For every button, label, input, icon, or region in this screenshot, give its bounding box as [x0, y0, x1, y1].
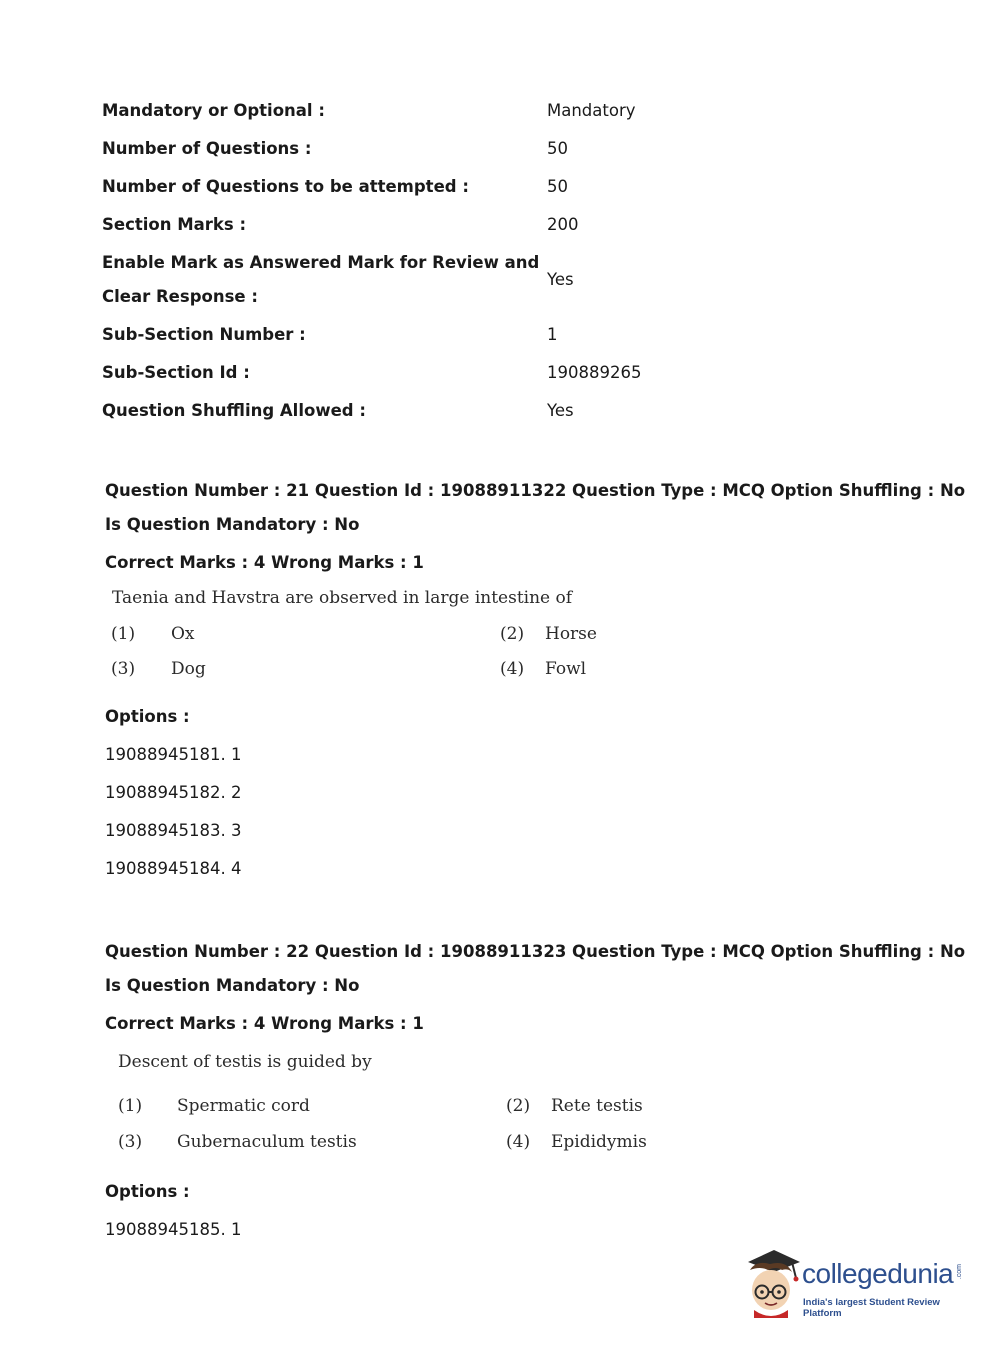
field-value: Mandatory — [547, 101, 636, 120]
question-marks: Correct Marks : 4 Wrong Marks : 1 — [105, 553, 424, 572]
logo-suffix: .com — [956, 1264, 963, 1280]
field-value: Yes — [547, 270, 574, 289]
choice-number: (3) — [118, 1132, 143, 1152]
option-item: 19088945181. 1 — [105, 745, 242, 764]
collegedunia-logo — [740, 1248, 975, 1318]
choice-number: (2) — [506, 1096, 531, 1116]
choice-text: Ox — [171, 624, 195, 644]
choice-text: Dog — [171, 659, 206, 679]
mascot-icon — [740, 1248, 802, 1318]
question-mandatory: Is Question Mandatory : No — [105, 515, 360, 534]
logo-tagline: India's largest Student Review Platform — [803, 1297, 940, 1319]
question-header: Question Number : 21 Question Id : 19088911322 Question Type : MCQ Option Shuffling : No — [105, 481, 966, 500]
field-label: Number of Questions to be attempted : — [102, 177, 469, 196]
field-label: Enable Mark as Answered Mark for Review and — [102, 253, 540, 272]
field-label: Sub-Section Id : — [102, 363, 250, 382]
choice-text: Spermatic cord — [177, 1096, 310, 1116]
question-mandatory: Is Question Mandatory : No — [105, 976, 360, 995]
choice-text: Horse — [545, 624, 597, 644]
choice-number: (1) — [118, 1096, 143, 1116]
field-value: 1 — [547, 325, 558, 344]
field-value: 50 — [547, 139, 568, 158]
logo-name: collegedunia — [802, 1258, 954, 1289]
field-value: 200 — [547, 215, 579, 234]
field-value: Yes — [547, 401, 574, 420]
question-header: Question Number : 22 Question Id : 19088911323 Question Type : MCQ Option Shuffling : No — [105, 942, 966, 961]
field-label: Section Marks : — [102, 215, 247, 234]
option-item: 19088945185. 1 — [105, 1220, 242, 1239]
option-item: 19088945183. 3 — [105, 821, 242, 840]
choice-number: (1) — [111, 624, 136, 644]
field-label: Sub-Section Number : — [102, 325, 306, 344]
choice-text: Rete testis — [551, 1096, 643, 1116]
choice-number: (4) — [506, 1132, 531, 1152]
options-label: Options : — [105, 1182, 190, 1201]
choice-text: Fowl — [545, 659, 587, 679]
field-value: 190889265 — [547, 363, 642, 382]
option-item: 19088945184. 4 — [105, 859, 242, 878]
choice-text: Epididymis — [551, 1132, 647, 1152]
choice-text: Gubernaculum testis — [177, 1132, 357, 1152]
field-label: Question Shuffling Allowed : — [102, 401, 366, 420]
field-label: Clear Response : — [102, 287, 258, 306]
choice-number: (2) — [500, 624, 525, 644]
question-text: Descent of testis is guided by — [118, 1052, 372, 1072]
field-label: Mandatory or Optional : — [102, 101, 325, 120]
question-text: Taenia and Havstra are observed in large intestine of — [112, 588, 573, 608]
option-item: 19088945182. 2 — [105, 783, 242, 802]
options-label: Options : — [105, 707, 190, 726]
question-marks: Correct Marks : 4 Wrong Marks : 1 — [105, 1014, 424, 1033]
field-label: Number of Questions : — [102, 139, 312, 158]
choice-number: (4) — [500, 659, 525, 679]
choice-number: (3) — [111, 659, 136, 679]
field-value: 50 — [547, 177, 568, 196]
